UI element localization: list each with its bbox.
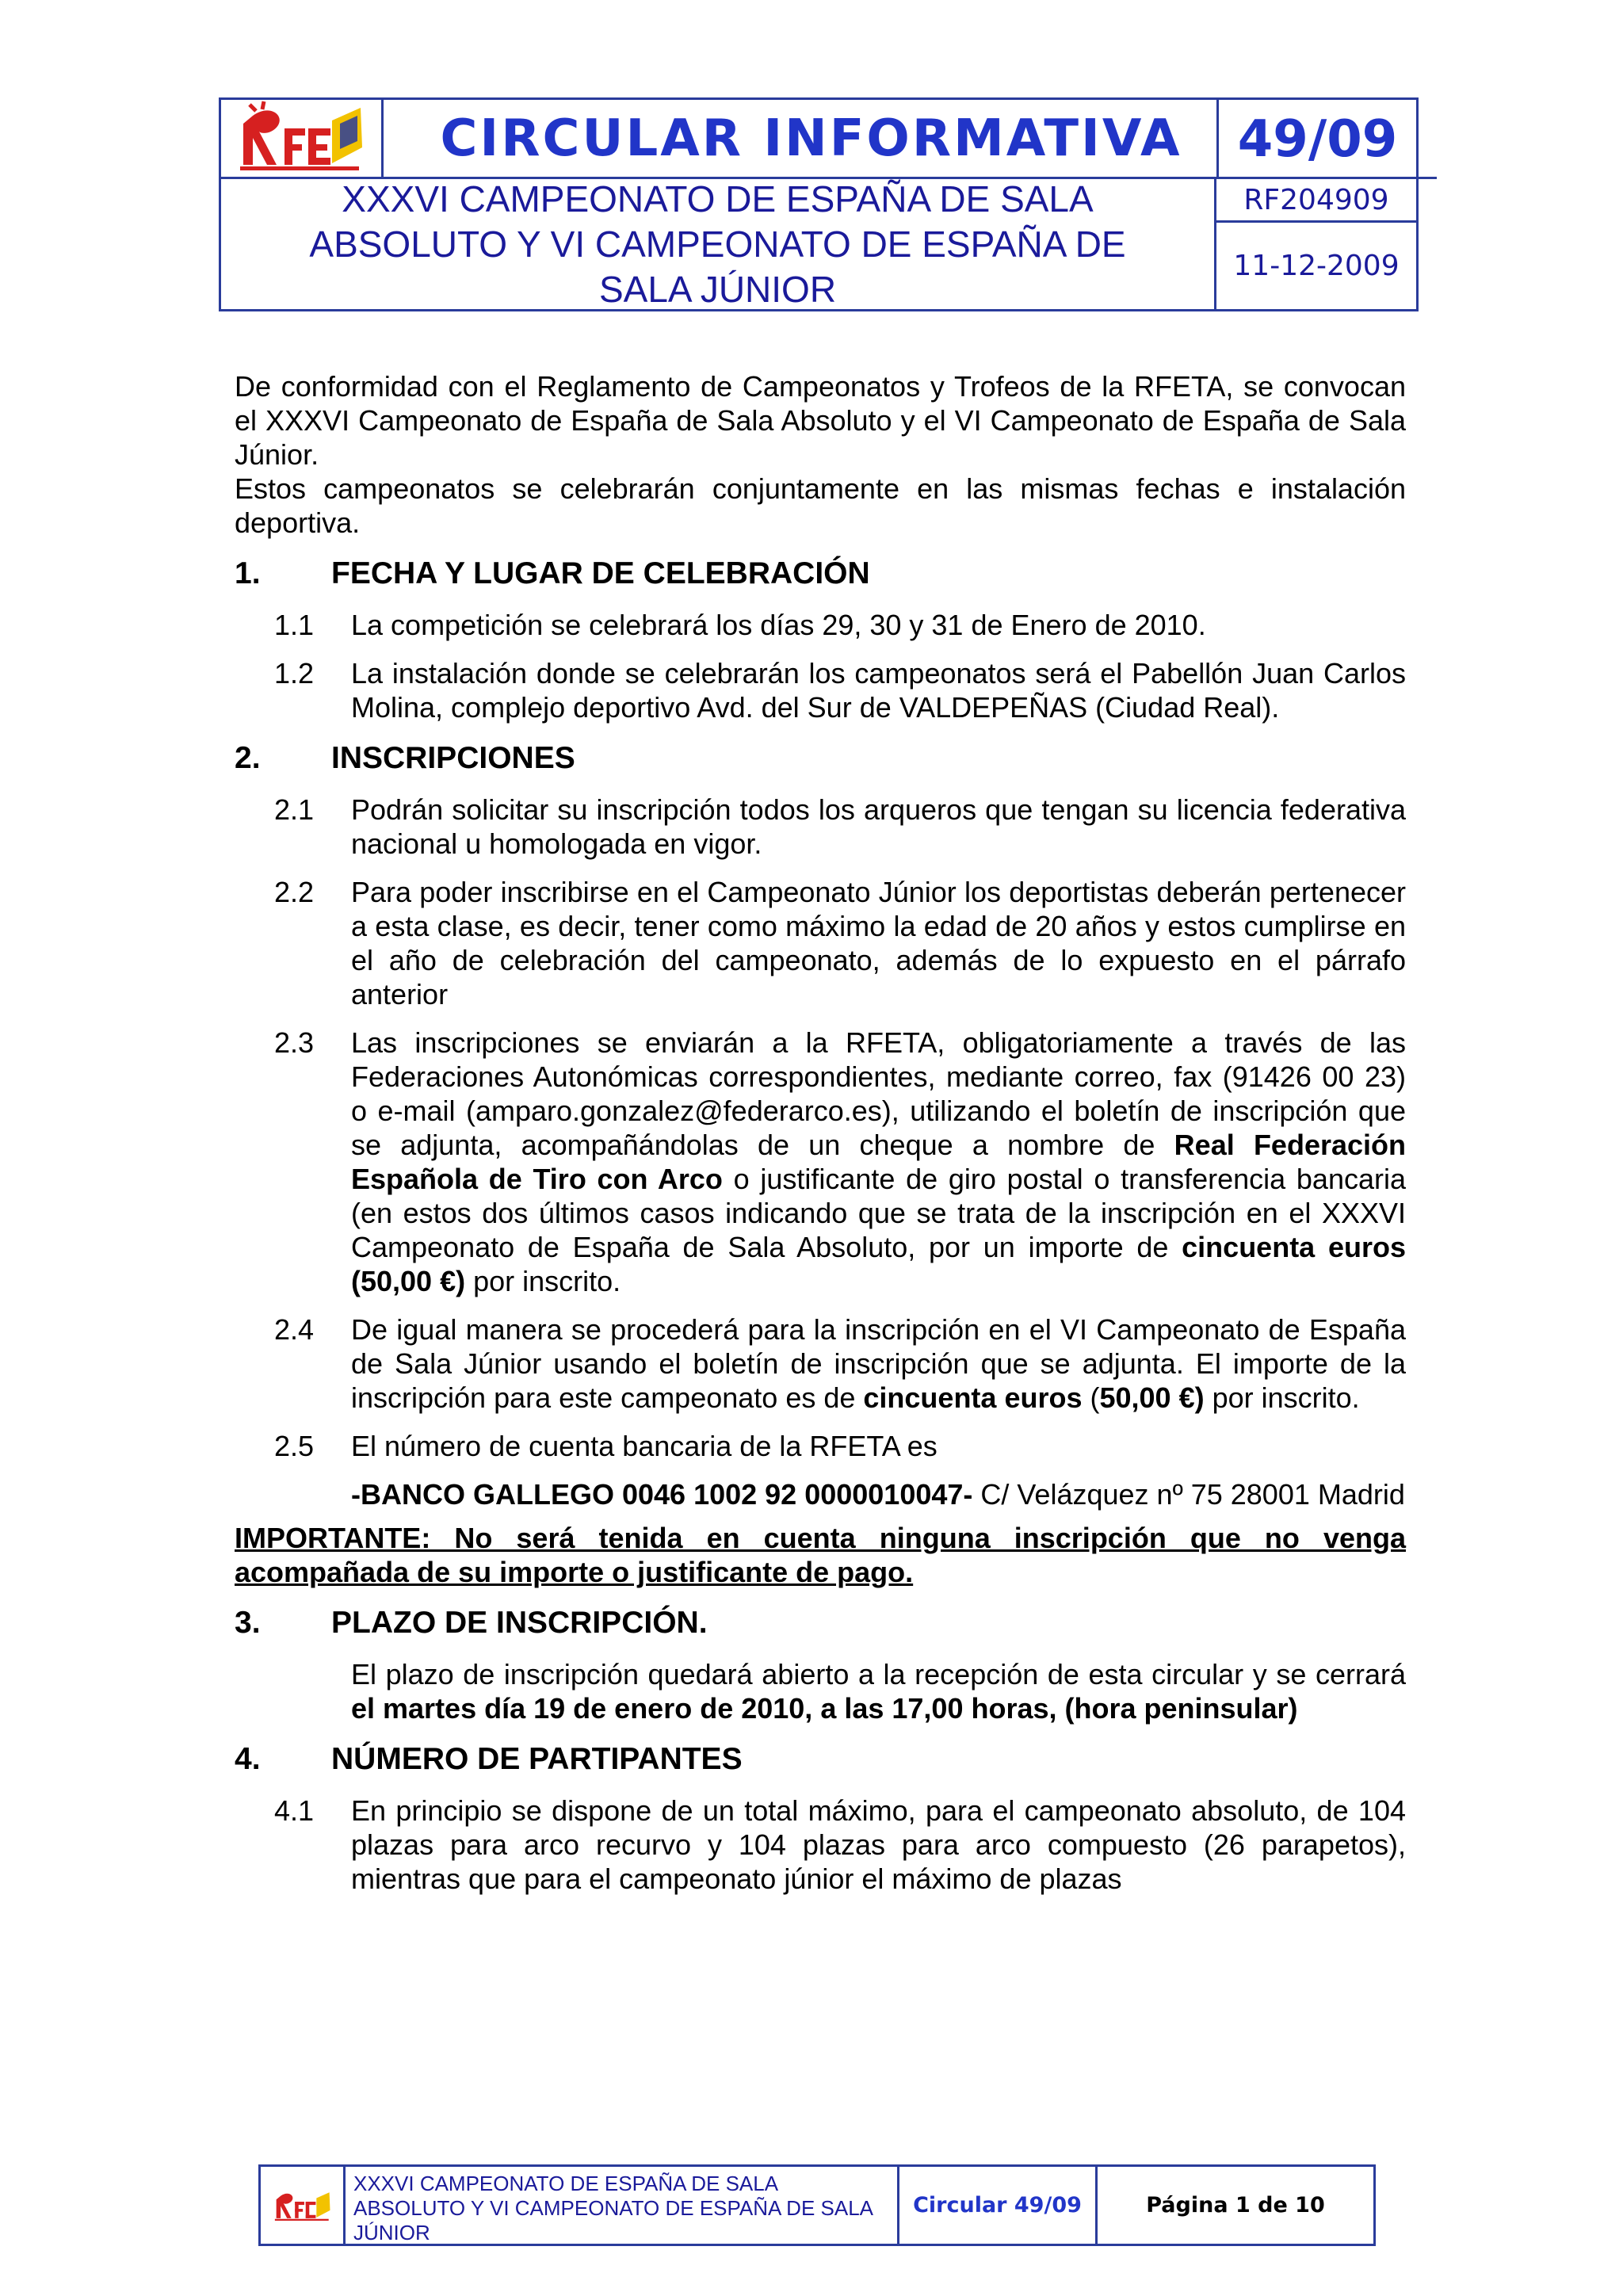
item-4-1: [235, 1794, 1406, 1896]
section-title: PLAZO DE INSCRIPCIÓN.: [331, 1606, 708, 1640]
section-number: 3.: [235, 1606, 261, 1640]
item-2-4: [235, 1312, 1406, 1415]
item-2-3: [235, 1026, 1406, 1298]
item-text: Podrán solicitar su inscripción todos los arqueros que tengan su licencia federativa nacional u homologada en vigor.: [351, 793, 1406, 860]
fee-amount: cincuenta euros (50,00 €): [351, 1231, 1406, 1297]
item-text: El número de cuenta bancaria de la RFETA es: [351, 1430, 938, 1462]
header-date-cell: [1216, 223, 1416, 309]
section-title: INSCRIPCIONES: [331, 741, 575, 775]
section-heading-4: [235, 1740, 1406, 1779]
deadline-text: [351, 1657, 1406, 1725]
fee-amount: 50,00 €): [1099, 1381, 1205, 1414]
item-number: 2.4: [274, 1313, 315, 1346]
circular-number: 49/09: [1237, 110, 1398, 169]
payee-name: Real Federación Española de Tiro con Arco: [351, 1129, 1406, 1195]
section-title: FECHA Y LUGAR DE CELEBRACIÓN: [331, 556, 870, 590]
item-text: En principio se dispone de un total máximo, para el campeonato absoluto, de 104 plazas para arco recurvo y 104 plazas para arco compuesto (26 parapetos), mientras que para el campeonato júnior el máximo de plazas: [351, 1794, 1406, 1895]
item-number: 1.2: [274, 657, 315, 690]
section-title: NÚMERO DE PARTIPANTES: [331, 1742, 743, 1776]
item-text: La instalación donde se celebrarán los campeonatos será el Pabellón Juan Carlos Molina, complejo deportivo Avd. del Sur de VALDEPEÑAS (Ciudad Real).: [351, 657, 1406, 724]
text-run: El plazo de inscripción quedará abierto a la recepción de esta circular y se cerrará: [351, 1658, 1406, 1690]
item-number: 1.1: [274, 609, 315, 641]
bank-account: [351, 1477, 1406, 1511]
document-footer: [258, 2164, 1376, 2246]
bank-address: C/ Velázquez nº 75 28001 Madrid: [972, 1478, 1405, 1511]
footer-logo-cell: [261, 2167, 346, 2244]
header-subtitle: XXXVI CAMPEONATO DE ESPAÑA DE SALA ABSOLUTO Y VI CAMPEONATO DE ESPAÑA DE SALA JÚNIOR: [309, 178, 1126, 310]
section-heading-3: [235, 1603, 1406, 1643]
item-number: 2.5: [274, 1430, 315, 1462]
section-number: 4.: [235, 1742, 261, 1776]
item-number: 4.1: [274, 1794, 315, 1827]
circular-date: 11-12-2009: [1233, 250, 1400, 282]
item-2-5: [235, 1429, 1406, 1463]
text-run: por inscrito.: [465, 1265, 621, 1297]
reference-code: RF204909: [1243, 183, 1389, 216]
item-2-1: [235, 793, 1406, 861]
item-1-1: [235, 608, 1406, 642]
item-text: Para poder inscribirse en el Campeonato Júnior los deportistas deberán pertenecer a esta clase, es decir, tener como máximo la edad de 20 años y estos cumplirse en el año de celebración del campeonato, además de lo expuesto en el párrafo anterior: [351, 876, 1406, 1010]
section-number: 1.: [235, 556, 261, 590]
document-header: [219, 97, 1419, 311]
intro: [235, 369, 1406, 540]
footer-circular-number: Circular 49/09: [899, 2167, 1098, 2244]
item-1-2: [235, 656, 1406, 724]
intro-paragraph-1: De conformidad con el Reglamento de Campeonatos y Trofeos de la RFETA, se convocan el XXXVI Campeonato de España de Sala Absoluto y el VI Campeonato de España de Sala Júnior.: [235, 370, 1406, 471]
section-heading-1: [235, 554, 1406, 594]
text-run: De igual manera se procederá para la inscripción en el VI Campeonato de España de Sala Júnior usando el boletín de inscripción que se adjunta. El importe de la inscripción para este campeonato es de: [351, 1313, 1406, 1414]
item-number: 2.3: [274, 1026, 315, 1059]
section-number: 2.: [235, 741, 261, 775]
document-body: [235, 369, 1406, 1896]
header-logo-cell: [221, 100, 384, 179]
header-subtitle-cell: [221, 179, 1216, 309]
header-title: CIRCULAR INFORMATIVA: [440, 109, 1182, 168]
page-number: Página 1 de 10: [1146, 2193, 1325, 2218]
section-heading-2: [235, 739, 1406, 778]
item-number: 2.1: [274, 793, 315, 826]
item-text: La competición se celebrará los días 29, 30 y 31 de Enero de 2010.: [351, 609, 1206, 641]
header-number-cell: [1216, 100, 1416, 179]
rfeta-logo-small: [266, 2183, 338, 2228]
footer-title: XXXVI CAMPEONATO DE ESPAÑA DE SALA ABSOLUTO Y VI CAMPEONATO DE ESPAÑA DE SALA JÚNIOR: [346, 2167, 899, 2244]
text-run: Las inscripciones se enviarán a la RFETA, obligatoriamente a través de las Federaciones Autonómicas correspondientes, mediante correo, fax (91426 00 23) o e-mail (amparo.gonzalez@federarco.es), utilizando el boletín de inscripción que se adjunta, acompañándolas de un cheque a nombre de: [351, 1026, 1406, 1161]
text-run: por inscrito.: [1204, 1381, 1360, 1414]
item-text: [351, 1026, 1406, 1298]
text-run: (: [1082, 1381, 1100, 1414]
header-reference-cell: [1216, 179, 1416, 223]
fee-amount: cincuenta euros: [863, 1381, 1083, 1414]
text-run: o justificante de giro postal o transferencia bancaria (en estos dos últimos casos indicando que se trata de la inscripción en el XXXVI Campeonato de España de Sala Absoluto, por un importe de: [351, 1163, 1406, 1263]
deadline-date: el martes día 19 de enero de 2010, a las 17,00 horas, (hora peninsular): [351, 1692, 1298, 1725]
item-number: 2.2: [274, 876, 315, 908]
bank-account-number: -BANCO GALLEGO 0046 1002 92 0000010047-: [351, 1478, 973, 1511]
item-text: [351, 1312, 1406, 1415]
item-2-2: [235, 875, 1406, 1011]
rfeta-logo: [221, 100, 379, 174]
important-notice: IMPORTANTE: No será tenida en cuenta ninguna inscripción que no venga acompañada de su importe o justificante de pago.: [235, 1522, 1406, 1588]
intro-paragraph-2: Estos campeonatos se celebrarán conjuntamente en las mismas fechas e instalación deportiva.: [235, 472, 1406, 539]
